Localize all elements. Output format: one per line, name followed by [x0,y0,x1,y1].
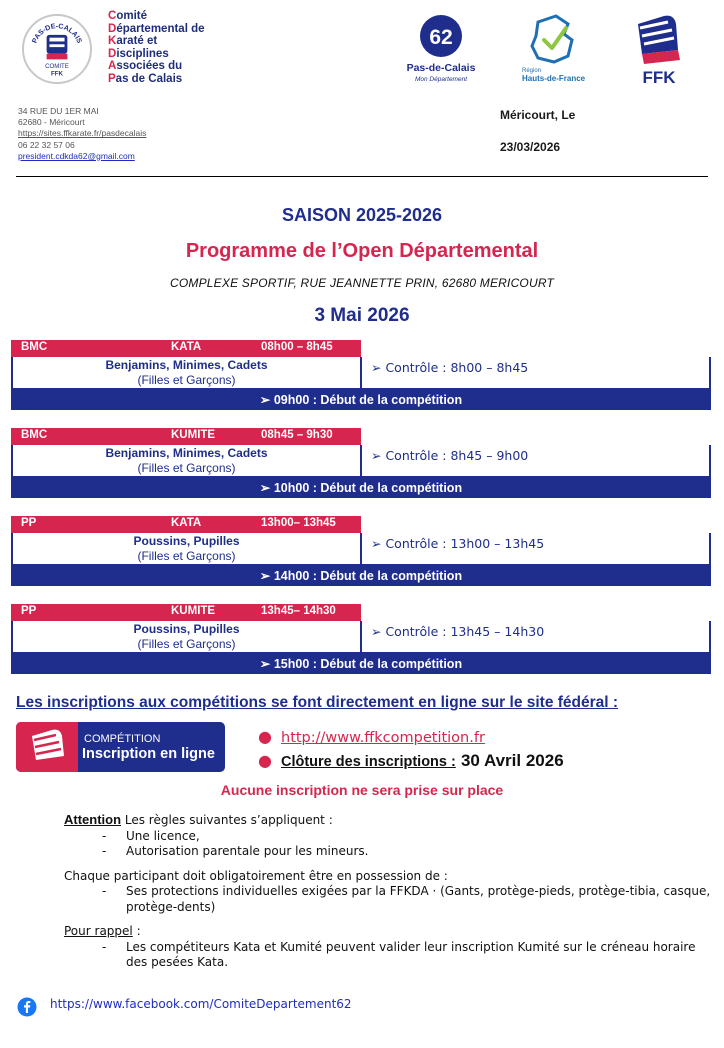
equipment-intro: Chaque participant doit obligatoirement être en possession de : [64,868,448,883]
region-logo-name: Hauts-de-France [522,74,586,83]
comite-name-rest: as de Calais [115,72,183,85]
logo-62-number: 62 [429,26,453,49]
email-link[interactable]: president.cdkda62@gmail.com [18,150,135,161]
session-time: 08h00 – 8h45 [261,341,333,353]
session-header [11,428,361,445]
session-header [11,340,361,357]
session-genre: (Filles et Garçons) [137,373,236,387]
season-title: SAISON 2025-2026 [281,205,443,225]
session-header [11,516,361,533]
session-categories: Poussins, Pupilles [133,534,240,548]
session-start: ➢ 09h00 : Début de la compétition [11,390,711,410]
rules-list [102,829,714,860]
session-block [11,516,711,586]
comite-name-line [108,10,205,23]
comite-name-initial: C [108,10,117,22]
session-level: BMC [21,429,48,441]
comite-name-initial: A [108,60,117,73]
cloture-date: 30 Avril 2026 [460,751,564,770]
session-categories: Benjamins, Minimes, Cadets [105,446,268,460]
list-item [258,751,564,775]
inscriptions-title: Les inscriptions aux compétitions se font directement en ligne sur le site fédéral : [16,694,619,711]
comite-name-line [108,48,205,61]
bullet-icon: ● [258,751,272,770]
session-categories-cell [13,533,362,564]
attention-label: Attention [64,812,122,827]
comite-name-line [108,35,205,48]
facebook-link[interactable]: https://www.facebook.com/ComiteDepartement62 [50,997,352,1011]
attention-text: Les règles suivantes s’appliquent : [121,813,333,827]
comite-name [108,10,205,86]
session-genre: (Filles et Garçons) [137,461,236,475]
session-genre: (Filles et Garçons) [137,549,236,563]
attention-line [64,812,714,829]
session-block [11,340,711,410]
list-item [258,727,564,751]
comite-logo-brand: FFK [51,70,63,78]
session-categories: Benjamins, Minimes, Cadets [105,358,268,372]
rappel-label: Pour rappel [64,924,133,938]
rappel-line [64,924,714,940]
comite-name-initial: D [108,22,117,35]
session-categories-cell [13,357,362,388]
venue-address: COMPLEXE SPORTIF, RUE JEANNETTE PRIN, 62680 MERICOURT [169,276,555,290]
comite-logo-label: COMITE [45,62,69,70]
cloture-label: Clôture des inscriptions : [281,754,456,770]
equipment-list [102,884,714,915]
session-discipline: KUMITE [171,429,216,441]
list-item: - Une licence, [102,829,714,845]
session-controle: ➢ Contrôle : 8h00 – 8h45 [371,360,529,375]
comite-name-line [108,23,205,36]
session-body [11,445,711,478]
logo-62-name: Pas-de-Calais [406,62,476,74]
comite-name-initial: D [108,47,117,60]
session-time: 13h00– 13h45 [261,517,336,529]
inscription-en-ligne-badge[interactable] [16,722,225,772]
comite-name-line [108,73,205,86]
address-city: 62680 - Méricourt [18,117,85,128]
comite-logo-arc-text: PAS-DE-CALAIS [31,23,83,45]
session-level: BMC [21,341,48,353]
session-level: PP [21,605,37,617]
region-logo-label: Région [522,68,542,74]
comite-name-rest: épartemental de [116,22,205,35]
session-start: ➢ 14h00 : Début de la compétition [11,566,711,586]
session-body [11,621,711,654]
session-controle: ➢ Contrôle : 13h45 – 14h30 [371,624,545,639]
session-time: 13h45– 14h30 [261,605,336,617]
comite-name-rest: omité [116,10,147,22]
event-date: 3 Mai 2026 [314,305,410,326]
session-body [11,357,711,390]
programme-title: Programme de l’Open Départemental [185,240,539,262]
bullet-icon: ● [258,727,272,746]
session-start: ➢ 10h00 : Début de la compétition [11,478,711,498]
session-categories: Poussins, Pupilles [133,622,240,636]
glove-icon [16,722,78,772]
session-block [11,428,711,498]
session-time: 08h45 – 9h30 [261,429,333,441]
no-onsite-registration: Aucune inscription ne sera prise sur place [220,782,504,798]
session-discipline: KATA [171,341,202,353]
facebook-icon[interactable] [17,997,37,1017]
phone-number: 06 22 32 57 06 [18,139,75,150]
ffk-logo [628,10,690,88]
session-categories-cell [13,621,362,652]
address-block [18,106,146,162]
list-item: - Les compétiteurs Kata et Kumité peuvent valider leur inscription Kumité sur le créneau horaire des pesées Kata. [102,940,714,971]
session-discipline: KUMITE [171,605,216,617]
rappel-colon: : [132,924,141,938]
address-street: 34 RUE DU 1ER MAI [18,106,99,116]
comite-name-rest: ssociées du [116,60,183,73]
comite-name-initial: K [108,35,117,48]
site-link[interactable]: https://sites.ffkarate.fr/pasdecalais [18,128,147,139]
comite-name-initial: P [108,72,116,85]
rappel-list [102,940,714,971]
logo-62-tagline: Mon Département [414,76,468,83]
ffk-logo-text: FFK [642,68,676,87]
session-header [11,604,361,621]
session-body [11,533,711,566]
list-item: - Ses protections individuelles exigées par la FFKDA · (Gants, protège-pieds, protège-tibia, casque, protège-dents) [102,884,714,915]
list-item: - Autorisation parentale pour les mineurs. [102,844,714,860]
place-date-label: Méricourt, Le [500,108,576,122]
comite-name-rest: araté et [116,35,158,48]
ffk-competition-link[interactable]: http://www.ffkcompetition.fr [281,730,485,746]
session-level: PP [21,517,37,529]
comite-name-line [108,60,205,73]
session-controle: ➢ Contrôle : 13h00 – 13h45 [371,536,545,551]
document-date: 23/03/2026 [500,140,561,154]
badge-label: COMPÉTITION [84,733,161,745]
session-genre: (Filles et Garçons) [137,637,236,651]
pas-de-calais-logo [404,10,478,90]
session-start: ➢ 15h00 : Début de la compétition [11,654,711,674]
session-controle: ➢ Contrôle : 8h45 – 9h00 [371,448,529,463]
badge-title: Inscription en ligne [82,746,215,762]
region-logo [516,12,590,86]
session-discipline: KATA [171,517,202,529]
comite-name-rest: isciplines [116,47,169,60]
inscription-bullets [258,727,564,775]
notes-section [64,812,714,971]
comite-logo [22,14,92,84]
session-block [11,604,711,674]
header-divider [16,176,708,177]
session-categories-cell [13,445,362,476]
